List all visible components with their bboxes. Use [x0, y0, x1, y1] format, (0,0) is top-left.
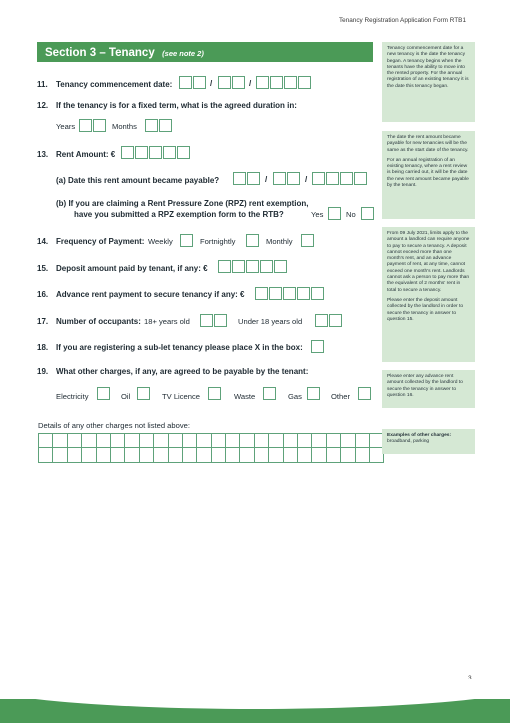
- details-cell[interactable]: [53, 448, 67, 462]
- details-cell[interactable]: [283, 448, 297, 462]
- q11-year-box-2[interactable]: [270, 76, 283, 89]
- details-cell[interactable]: [168, 448, 182, 462]
- details-cell[interactable]: [125, 434, 139, 448]
- q16-advance-box-2[interactable]: [269, 287, 282, 300]
- q13-rent-box-4[interactable]: [163, 146, 176, 159]
- q12-months-box-1[interactable]: [145, 119, 158, 132]
- details-cell[interactable]: [154, 434, 168, 448]
- details-cell[interactable]: [269, 434, 283, 448]
- q11-number: 11.: [37, 80, 48, 89]
- q16-label: Advance rent payment to secure tenancy if any: €: [56, 290, 245, 299]
- details-cell[interactable]: [197, 448, 211, 462]
- q17-adults-box-2[interactable]: [214, 314, 227, 327]
- details-cell[interactable]: [226, 434, 240, 448]
- q11-year-box-4[interactable]: [298, 76, 311, 89]
- q15-deposit-box-5[interactable]: [274, 260, 287, 273]
- q11-day-box-2[interactable]: [193, 76, 206, 89]
- note-rent-date-existing: For an annual registration of an existing tenancy, where a rent review is being carried out, it will be the date the new rent amount became payable by the tenant.: [387, 157, 469, 189]
- note-other-charges: [382, 429, 475, 454]
- q15-deposit-box-4[interactable]: [260, 260, 273, 273]
- details-cell[interactable]: [139, 448, 153, 462]
- q13b-label-line2: have you submitted a RPZ exemption form to the RTB?: [74, 210, 284, 219]
- details-cell[interactable]: [139, 434, 153, 448]
- q16-number: 16.: [37, 290, 49, 299]
- note-advance-rent-text: Please enter any advance rent amount collected by the landlord to secure the tenancy in answer to question 16.: [387, 374, 463, 398]
- q13a-day-box-2[interactable]: [247, 172, 260, 185]
- details-cell[interactable]: [355, 448, 369, 462]
- details-cell[interactable]: [82, 448, 96, 462]
- details-cell[interactable]: [168, 434, 182, 448]
- q13-rent-box-2[interactable]: [135, 146, 148, 159]
- details-cell[interactable]: [39, 448, 53, 462]
- details-cell[interactable]: [254, 448, 268, 462]
- details-cell[interactable]: [182, 434, 196, 448]
- q13a-year-box-4[interactable]: [354, 172, 367, 185]
- q13-number: 13.: [37, 150, 49, 159]
- details-cell[interactable]: [39, 434, 53, 448]
- form-title: Tenancy Registration Application Form RTB1: [338, 17, 466, 24]
- details-cell[interactable]: [110, 448, 124, 462]
- details-cell[interactable]: [298, 448, 312, 462]
- q17-minors-box-1[interactable]: [315, 314, 328, 327]
- q13a-label: (a) Date this rent amount became payable?: [56, 176, 220, 185]
- details-grid[interactable]: [38, 433, 384, 463]
- q19-other-checkbox[interactable]: [358, 387, 371, 400]
- q14-monthly-checkbox[interactable]: [301, 234, 314, 247]
- details-cell[interactable]: [67, 448, 81, 462]
- q14-weekly-checkbox[interactable]: [180, 234, 193, 247]
- note-commencement-date: [382, 42, 475, 122]
- q12-number: 12.: [37, 101, 49, 110]
- note-other-charges-title: Examples of other charges:: [387, 433, 452, 438]
- q15-deposit-box-2[interactable]: [232, 260, 245, 273]
- q13-label: Rent Amount: €: [56, 150, 116, 159]
- details-cell[interactable]: [67, 434, 81, 448]
- q17-minors-box-2[interactable]: [329, 314, 342, 327]
- q11-month-box-1[interactable]: [218, 76, 231, 89]
- q17-adults-label: 18+ years old: [144, 317, 190, 326]
- q17-label: Number of occupants:: [56, 317, 141, 326]
- q11-year-box-1[interactable]: [256, 76, 269, 89]
- note-other-charges-body: broadband, parking: [387, 439, 430, 445]
- q14-fortnightly-label: Fortnightly: [200, 237, 236, 246]
- note-deposit-q15-text: Please enter the deposit amount collected by the landlord in order to secure the tenancy in answer to question 15.: [387, 297, 464, 322]
- details-cell[interactable]: [197, 434, 211, 448]
- q11-slash-1: /: [210, 79, 213, 88]
- q13b-no-label: No: [346, 210, 356, 219]
- q13a-month-box-2[interactable]: [287, 172, 300, 185]
- q19-label: What other charges, if any, are agreed to be payable by the tenant:: [56, 367, 309, 376]
- q15-deposit-box-1[interactable]: [218, 260, 231, 273]
- q16-advance-box-3[interactable]: [283, 287, 296, 300]
- details-cell[interactable]: [211, 448, 225, 462]
- details-cell[interactable]: [326, 434, 340, 448]
- details-cell[interactable]: [341, 434, 355, 448]
- q12-months-box-2[interactable]: [159, 119, 172, 132]
- q14-fortnightly-checkbox[interactable]: [246, 234, 259, 247]
- q11-day-box-1[interactable]: [179, 76, 192, 89]
- details-cell[interactable]: [125, 448, 139, 462]
- q12-label: If the tenancy is for a fixed term, what is the agreed duration in:: [56, 101, 297, 110]
- q16-advance-box-1[interactable]: [255, 287, 268, 300]
- q13a-day-box-1[interactable]: [233, 172, 246, 185]
- q19-oil-label: Oil: [121, 392, 131, 401]
- details-cell[interactable]: [96, 448, 110, 462]
- details-cell[interactable]: [254, 434, 268, 448]
- q13a-month-box-1[interactable]: [273, 172, 286, 185]
- section-header: [37, 42, 373, 62]
- note-advance-rent: [382, 370, 475, 408]
- details-cell[interactable]: [240, 448, 254, 462]
- q19-electricity-label: Electricity: [56, 392, 89, 401]
- note-commencement-text: Tenancy commencement date for a new tenancy is the date the tenancy began. A tenancy begins when the tenants have the ability to move into the rented property. For the annual registration of an existing tenancy it is the date this tenancy began.: [387, 46, 469, 89]
- q19-other-label: Other: [331, 392, 350, 401]
- section-title: Section 3 – Tenancy: [45, 47, 155, 59]
- q18-sublet-checkbox[interactable]: [311, 340, 324, 353]
- details-label: Details of any other charges not listed above:: [38, 421, 190, 430]
- details-cell[interactable]: [312, 434, 326, 448]
- q15-label: Deposit amount paid by tenant, if any: €: [56, 264, 208, 273]
- q13a-slash-2: /: [305, 175, 308, 184]
- q19-tv-licence-checkbox[interactable]: [208, 387, 221, 400]
- q17-adults-box-1[interactable]: [200, 314, 213, 327]
- details-cell[interactable]: [154, 448, 168, 462]
- details-cell[interactable]: [110, 434, 124, 448]
- q18-number: 18.: [37, 343, 49, 352]
- q16-advance-box-5[interactable]: [311, 287, 324, 300]
- details-cell[interactable]: [326, 448, 340, 462]
- details-cell[interactable]: [182, 448, 196, 462]
- q15-number: 15.: [37, 264, 49, 273]
- details-cell[interactable]: [312, 448, 326, 462]
- details-cell[interactable]: [298, 434, 312, 448]
- details-cell[interactable]: [283, 434, 297, 448]
- q13b-yes-checkbox[interactable]: [328, 207, 341, 220]
- q19-oil-checkbox[interactable]: [137, 387, 150, 400]
- details-cell[interactable]: [240, 434, 254, 448]
- note-rent-date: [382, 131, 475, 219]
- q11-year-box-3[interactable]: [284, 76, 297, 89]
- details-row-2: [39, 448, 384, 462]
- q11-slash-2: /: [249, 79, 252, 88]
- q13b-no-checkbox[interactable]: [361, 207, 374, 220]
- q19-gas-checkbox[interactable]: [307, 387, 320, 400]
- q17-number: 17.: [37, 317, 49, 326]
- details-cell[interactable]: [82, 434, 96, 448]
- q18-label: If you are registering a sub-let tenancy please place X in the box:: [56, 343, 303, 352]
- note-rent-date-new: The date the rent amount became payable for new tenancies will be the same as the start date of the tenancy.: [387, 135, 469, 153]
- q12-years-box-2[interactable]: [93, 119, 106, 132]
- note-deposit-limits: [382, 227, 475, 362]
- q17-minors-label: Under 18 years old: [238, 317, 303, 326]
- q14-weekly-label: Weekly: [148, 237, 173, 246]
- q13b-yes-label: Yes: [311, 210, 324, 219]
- q11-month-box-2[interactable]: [232, 76, 245, 89]
- details-cell[interactable]: [96, 434, 110, 448]
- q13a-year-box-1[interactable]: [312, 172, 325, 185]
- q19-electricity-checkbox[interactable]: [97, 387, 110, 400]
- q12-months-label: Months: [112, 122, 137, 131]
- details-cell[interactable]: [355, 434, 369, 448]
- q13b-label-line1: (b) If you are claiming a Rent Pressure Zone (RPZ) rent exemption,: [56, 199, 309, 208]
- q15-deposit-box-3[interactable]: [246, 260, 259, 273]
- q13a-year-box-3[interactable]: [340, 172, 353, 185]
- q19-tv-licence-label: TV Licence: [162, 392, 200, 401]
- details-cell[interactable]: [269, 448, 283, 462]
- q13a-slash-1: /: [265, 175, 268, 184]
- q19-waste-checkbox[interactable]: [263, 387, 276, 400]
- q12-years-box-1[interactable]: [79, 119, 92, 132]
- note-deposit-limits-text: From 09 July 2021, limits apply to the amount a landlord can require anyone to pay to secure a tenancy. A deposit cannot exceed more than one month's rent, and an advance payment of rent, at any time, cannot exceed one month's rent. Landlords cannot ask a person to pay more than the equivalent of 2 months' rent in total to secure a tenancy.: [387, 231, 470, 293]
- q13-rent-box-3[interactable]: [149, 146, 162, 159]
- details-cell[interactable]: [53, 434, 67, 448]
- q19-waste-label: Waste: [234, 392, 256, 401]
- details-cell[interactable]: [211, 434, 225, 448]
- q14-monthly-label: Monthly: [266, 237, 293, 246]
- q19-number: 19.: [37, 367, 49, 376]
- details-cell[interactable]: [341, 448, 355, 462]
- details-cell[interactable]: [226, 448, 240, 462]
- q13a-year-box-2[interactable]: [326, 172, 339, 185]
- q13-rent-box-1[interactable]: [121, 146, 134, 159]
- q16-advance-box-4[interactable]: [297, 287, 310, 300]
- q13-rent-box-5[interactable]: [177, 146, 190, 159]
- q11-label: Tenancy commencement date:: [56, 80, 173, 89]
- q14-label: Frequency of Payment:: [56, 237, 145, 246]
- q19-gas-label: Gas: [288, 392, 302, 401]
- details-row-1: [39, 434, 384, 448]
- q12-years-label: Years: [56, 122, 76, 131]
- section-note: (see note 2): [162, 49, 204, 58]
- q14-number: 14.: [37, 237, 49, 246]
